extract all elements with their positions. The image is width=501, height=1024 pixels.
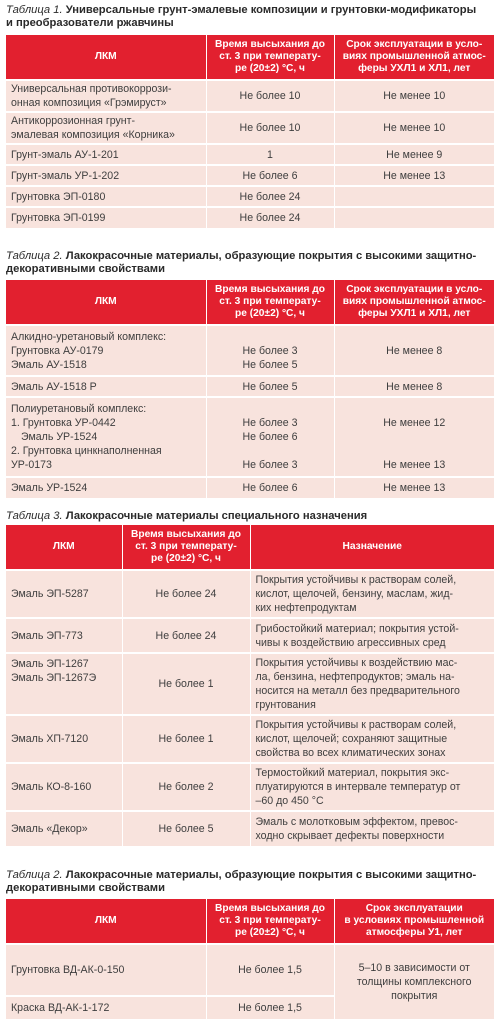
table2-material-1: Алкидно-уретановый комплекс: Грунтовка АУ-0179 Эмаль АУ-1518 xyxy=(6,325,206,376)
table4-material-2: Краска ВД-АК-1-172 xyxy=(6,996,206,1019)
table2-life-3: Не менее 12 Не менее 13 xyxy=(334,397,494,477)
table3-purpose-5: Термостойкий материал, покрытия экс- плуатируются в интервале температур от –60 до 450 °С xyxy=(250,763,494,811)
table-row xyxy=(6,570,494,618)
table1-material-2: Антикоррозионная грунт- эмалевая композиция «Корника» xyxy=(6,112,206,144)
table1-life-4: Не менее 13 xyxy=(334,165,494,186)
table3-material-1: Эмаль ЭП-5287 xyxy=(6,570,122,618)
table2-drying-4: Не более 6 xyxy=(206,477,334,498)
table3 xyxy=(6,525,494,846)
table3-caption xyxy=(6,510,498,523)
table1-material-6: Грунтовка ЭП-0199 xyxy=(6,207,206,228)
table3-drying-2: Не более 24 xyxy=(122,618,250,653)
table1-drying-5: Не более 24 xyxy=(206,186,334,207)
table4-life-merged: 5–10 в зависимости от толщины комплексного покрытия xyxy=(334,944,494,1019)
table1-material-4: Грунт-эмаль УР-1-202 xyxy=(6,165,206,186)
table-row xyxy=(6,397,494,477)
table4-title-line-1: Лакокрасочные материалы, образующие покрытия с высокими защитно- xyxy=(65,869,477,881)
table-row xyxy=(6,186,494,207)
table2-header-service-life: Срок эксплуатации в усло- виях промышленной атмос- феры УХЛ1 и ХЛ1, лет xyxy=(334,280,494,325)
table4-header-lkm: ЛКМ xyxy=(6,899,206,944)
table3-material-3: Эмаль ЭП-1267 Эмаль ЭП-1267Э xyxy=(6,653,122,715)
table2-life-1: Не менее 8 xyxy=(334,325,494,376)
table3-material-2: Эмаль ЭП-773 xyxy=(6,618,122,653)
table2-header-lkm: ЛКМ xyxy=(6,280,206,325)
table3-purpose-2: Грибостойкий материал; покрытия устой- чивы к воздействию агрессивных сред xyxy=(250,618,494,653)
table-row xyxy=(6,207,494,228)
table4-material-1: Грунтовка ВД-АК-0-150 xyxy=(6,944,206,996)
table3-drying-3: Не более 1 xyxy=(122,653,250,715)
table-row xyxy=(6,477,494,498)
table-row xyxy=(6,165,494,186)
table3-header-drying-time: Время высыхания до ст. 3 при температу- ре (20±2) °С, ч xyxy=(122,525,250,570)
table2-material-4: Эмаль УР-1524 xyxy=(6,477,206,498)
table-row xyxy=(6,325,494,376)
table-row xyxy=(6,144,494,165)
table4-drying-2: Не более 1,5 xyxy=(206,996,334,1019)
table2-caption xyxy=(6,250,498,276)
table1-header-service-life: Срок эксплуатации в усло- виях промышленной атмос- феры УХЛ1 и ХЛ1, лет xyxy=(334,35,494,80)
table-row xyxy=(6,112,494,144)
table2-drying-1: Не более 3 Не более 5 xyxy=(206,325,334,376)
table1-life-2: Не менее 10 xyxy=(334,112,494,144)
table1-caption xyxy=(6,4,498,30)
table2-life-2: Не менее 8 xyxy=(334,376,494,397)
table1-life-6 xyxy=(334,207,494,228)
table4-caption xyxy=(6,869,498,895)
table1 xyxy=(6,35,494,228)
table1-material-1: Универсальная противокоррози- онная композиция «Грэмируст» xyxy=(6,80,206,112)
table1-material-5: Грунтовка ЭП-0180 xyxy=(6,186,206,207)
table1-life-5 xyxy=(334,186,494,207)
table-row xyxy=(6,715,494,763)
table-row xyxy=(6,944,494,996)
table4-header-service-life: Срок эксплуатации в условиях промышленной атмосферы У1, лет xyxy=(334,899,494,944)
table2-label: Таблица 2. xyxy=(6,250,63,262)
table2-title-line-2: декоративными свойствами xyxy=(6,263,165,275)
table2-material-2: Эмаль АУ-1518 Р xyxy=(6,376,206,397)
table1-title-line-1: Универсальные грунт-эмалевые композиции и грунтовки-модификаторы xyxy=(65,4,477,16)
table2-drying-3: Не более 3 Не более 6 Не более 3 xyxy=(206,397,334,477)
table2 xyxy=(6,280,494,498)
table3-material-5: Эмаль КО-8-160 xyxy=(6,763,122,811)
table4-header-drying-time: Время высыхания до ст. 3 при температу- ре (20±2) °С, ч xyxy=(206,899,334,944)
table4-drying-1: Не более 1,5 xyxy=(206,944,334,996)
table2-drying-2: Не более 5 xyxy=(206,376,334,397)
table3-drying-1: Не более 24 xyxy=(122,570,250,618)
table4 xyxy=(6,899,494,1019)
table1-drying-6: Не более 24 xyxy=(206,207,334,228)
table2-header-drying-time: Время высыхания до ст. 3 при температу- ре (20±2) °С, ч xyxy=(206,280,334,325)
table-row xyxy=(6,653,494,715)
table2-title-line-1: Лакокрасочные материалы, образующие покрытия с высокими защитно- xyxy=(65,250,477,262)
table1-material-3: Грунт-эмаль АУ-1-201 xyxy=(6,144,206,165)
table3-drying-6: Не более 5 xyxy=(122,811,250,846)
table1-drying-1: Не более 10 xyxy=(206,80,334,112)
table3-material-6: Эмаль «Декор» xyxy=(6,811,122,846)
table3-drying-4: Не более 1 xyxy=(122,715,250,763)
table1-label: Таблица 1. xyxy=(6,4,63,16)
table3-title: Лакокрасочные материалы специального назначения xyxy=(65,510,368,522)
table3-material-4: Эмаль ХП-7120 xyxy=(6,715,122,763)
table3-purpose-6: Эмаль с молотковым эффектом, превос- ходно скрывает дефекты поверхности xyxy=(250,811,494,846)
table2-life-4: Не менее 13 xyxy=(334,477,494,498)
table-row xyxy=(6,376,494,397)
table-row xyxy=(6,618,494,653)
table3-label: Таблица 3. xyxy=(6,510,63,522)
table4-label: Таблица 2. xyxy=(6,869,63,881)
table3-header-lkm: ЛКМ xyxy=(6,525,122,570)
table1-drying-4: Не более 6 xyxy=(206,165,334,186)
table3-purpose-1: Покрытия устойчивы к растворам солей, кислот, щелочей, бензину, маслам, жид- ких нефтепродуктам xyxy=(250,570,494,618)
table1-life-1: Не менее 10 xyxy=(334,80,494,112)
table1-title-line-2: и преобразователи ржавчины xyxy=(6,17,174,29)
table1-drying-3: 1 xyxy=(206,144,334,165)
table3-purpose-3: Покрытия устойчивы к воздействию мас- ла, бензина, нефтепродуктов; эмаль на- носится на металл без предварительного грунтования xyxy=(250,653,494,715)
table1-header-drying-time: Время высыхания до ст. 3 при температу- ре (20±2) °С, ч xyxy=(206,35,334,80)
table4-title-line-2: декоративными свойствами xyxy=(6,882,165,894)
table3-drying-5: Не более 2 xyxy=(122,763,250,811)
table1-drying-2: Не более 10 xyxy=(206,112,334,144)
table1-life-3: Не менее 9 xyxy=(334,144,494,165)
table3-purpose-4: Покрытия устойчивы к растворам солей, кислот, щелочей; сохраняют защитные свойства во всех климатических зонах xyxy=(250,715,494,763)
table3-header-purpose: Назначение xyxy=(250,525,494,570)
table2-material-3: Полиуретановый комплекс: 1. Грунтовка УР-0442 Эмаль УР-1524 2. Грунтовка цинкнаполненная УР-0173 xyxy=(6,397,206,477)
table-row xyxy=(6,763,494,811)
table1-header-lkm: ЛКМ xyxy=(6,35,206,80)
table-row xyxy=(6,80,494,112)
table-row xyxy=(6,811,494,846)
